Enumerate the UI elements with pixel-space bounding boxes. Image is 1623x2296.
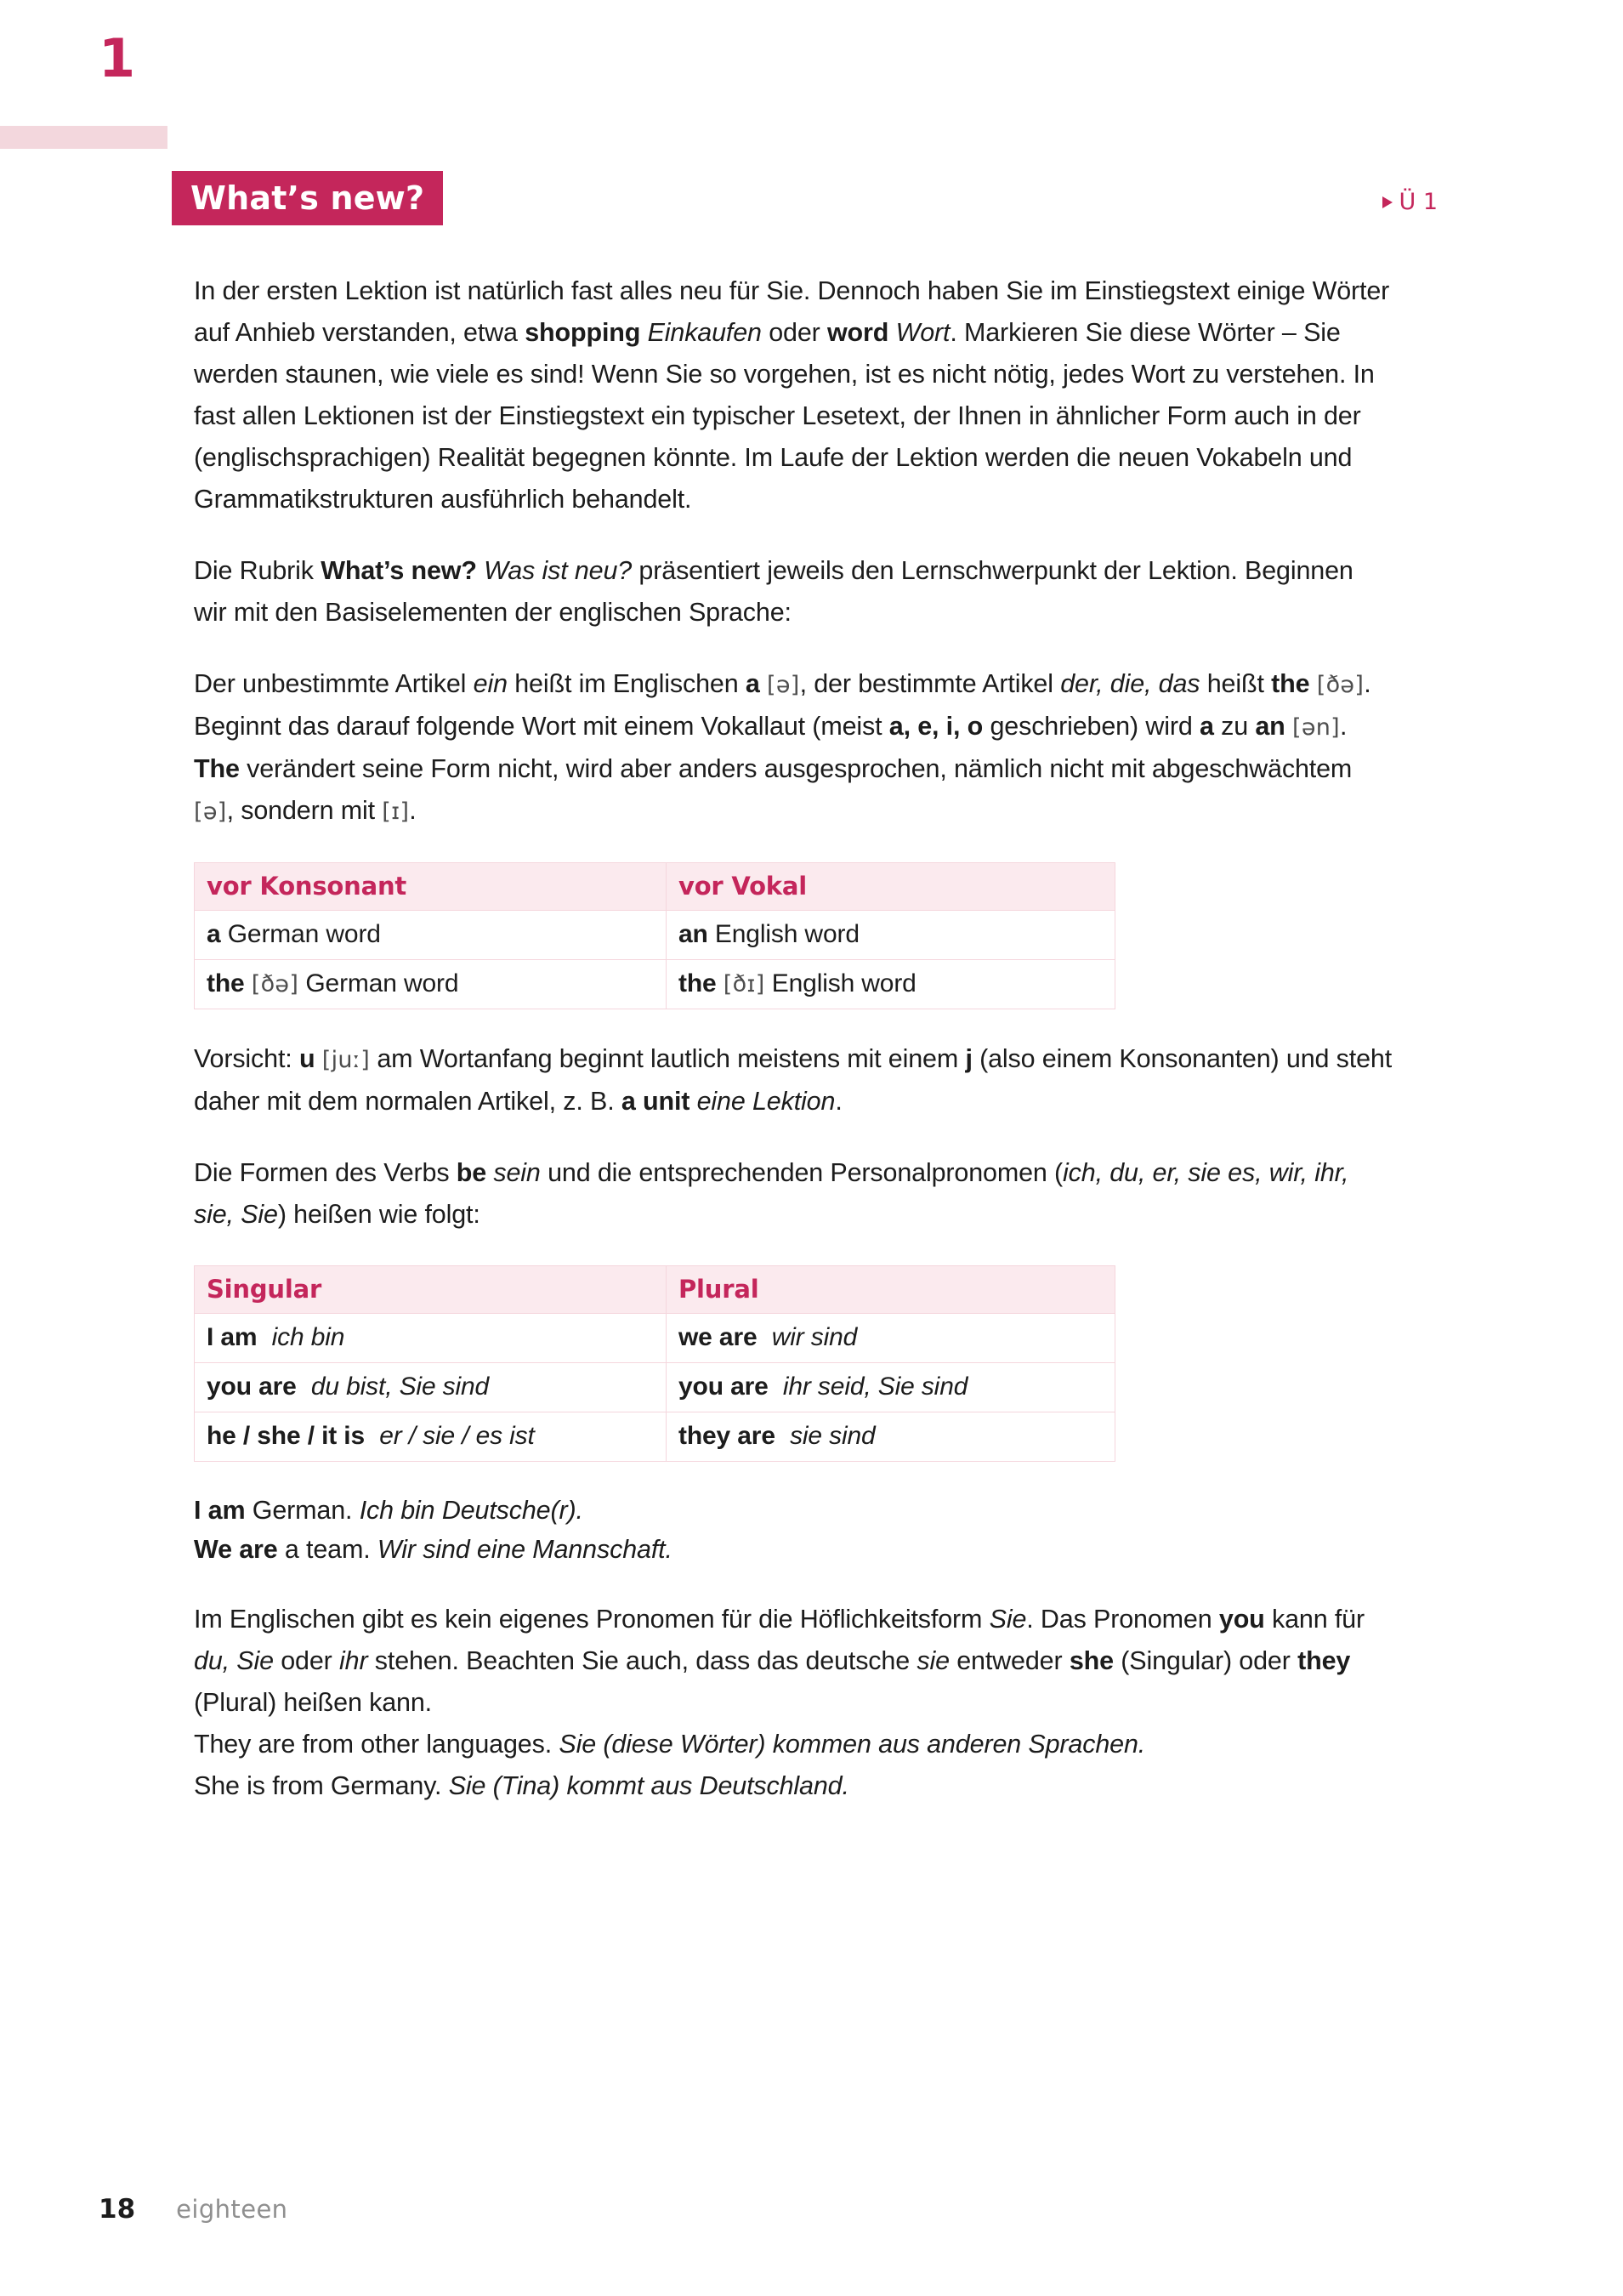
rubrik-text-a: Die Rubrik — [194, 556, 321, 585]
pro-example1-en: They are from other languages. — [194, 1730, 559, 1759]
cell-bold: the — [207, 969, 245, 997]
footer-page-number: 18 — [99, 2194, 136, 2225]
paragraph-rubrik — [194, 550, 1393, 634]
table-be-cell-1-0 — [195, 1363, 667, 1412]
pro-italic-ihr: ihr — [339, 1646, 368, 1675]
table-be-cell-0-0 — [195, 1314, 667, 1363]
table-be-header-0: Singular — [195, 1266, 667, 1314]
art-ipa-schwa2: [ə] — [194, 798, 227, 825]
vor-text-a: Vorsicht: — [194, 1044, 299, 1073]
art-text-r: . — [1339, 712, 1348, 741]
pro-italic-sie: sie — [916, 1646, 950, 1675]
table-row — [195, 1412, 1115, 1462]
table-row — [195, 960, 1115, 1009]
cell-italic: ich bin — [271, 1323, 345, 1351]
table-articles-header-row — [195, 863, 1115, 911]
pro-example2-de: Sie (Tina) kommt aus Deutschland. — [448, 1771, 849, 1800]
pro-bold-she: she — [1069, 1646, 1114, 1675]
art-text-h: heißt — [1200, 669, 1272, 698]
cell-text: German word — [227, 920, 381, 948]
pro-text-a: Im Englischen gibt es kein eigenes Pronomen für die Höflichkeitsform — [194, 1605, 990, 1634]
cell-bold: you are — [678, 1372, 769, 1401]
art-italic-der-die-das: der, die, das — [1060, 669, 1200, 698]
table-be-header-row — [195, 1266, 1115, 1314]
table-be-cell-2-1 — [667, 1412, 1115, 1462]
table-articles-cell-0-1 — [667, 911, 1115, 960]
art-bold-a: a — [745, 669, 760, 698]
table-articles-cell-0-0 — [195, 911, 667, 960]
table-be-cell-1-1 — [667, 1363, 1115, 1412]
art-ipa-schwa: [ə] — [767, 672, 800, 698]
ex-text-german: German. — [245, 1496, 360, 1525]
table-articles — [194, 862, 1115, 1009]
intro-text-a: In der ersten Lektion ist natürlich fast alles neu für Sie. Dennoch haben Sie im Einstiegstext einige Wörter auf Anhieb verstanden, etwa — [194, 276, 1390, 347]
art-text-v: , sondern mit — [226, 796, 383, 825]
art-text-o: zu — [1213, 712, 1256, 741]
table-be-forms — [194, 1265, 1115, 1462]
art-ipa-an: [ən] — [1291, 714, 1340, 741]
vor-text-d: am Wortanfang beginnt lautlich meistens mit einem — [370, 1044, 966, 1073]
chapter-number: 1 — [99, 27, 135, 89]
cell-text: English word — [771, 969, 916, 997]
art-bold-the: the — [1271, 669, 1310, 698]
page-content — [194, 270, 1393, 1837]
paragraph-be-examples — [194, 1491, 1393, 1569]
be-text-f: ) heißen wie folgt: — [277, 1200, 480, 1229]
cell-text: German word — [305, 969, 459, 997]
pro-example2-en: She is from Germany. — [194, 1771, 449, 1800]
page-title: What’s new? — [190, 179, 425, 217]
intro-bold-word: word — [826, 318, 889, 347]
cell-ipa: [ðɪ] — [723, 971, 765, 997]
art-text-c: heißt im Englischen — [507, 669, 746, 698]
art-ipa-i: [ɪ] — [382, 798, 410, 825]
rubrik-bold-title: What’s new? — [321, 556, 477, 585]
be-text-a: Die Formen des Verbs — [194, 1158, 457, 1187]
pro-italic-Sie: Sie — [989, 1605, 1027, 1634]
pro-italic-du-Sie: du, Sie — [194, 1646, 274, 1675]
page-footer — [99, 2194, 287, 2225]
cell-italic: ihr seid, Sie sind — [782, 1372, 968, 1401]
table-be-header-1: Plural — [667, 1266, 1115, 1314]
cell-bold: you are — [207, 1372, 297, 1401]
be-italic-sein: sein — [493, 1158, 541, 1187]
table-articles-header-0: vor Konsonant — [195, 863, 667, 911]
ex-italic-ich-bin: Ich bin Deutsche(r). — [359, 1496, 583, 1525]
cell-bold: a — [207, 920, 221, 948]
cell-bold: I am — [207, 1323, 258, 1351]
art-text-t: verändert seine Form nicht, wird aber anders ausgesprochen, nämlich nicht mit abgeschwächtem — [239, 754, 1353, 783]
rubrik-text-d: präsentiert jeweils den Lernschwerpunkt der Lektion. Beginnen wir mit den Basiselementen der englischen Sprache: — [194, 556, 1353, 627]
ex-bold-i-am: I am — [194, 1496, 246, 1525]
art-text-f: , der bestimmte Artikel — [799, 669, 1061, 698]
vor-bold-u: u — [298, 1044, 315, 1073]
table-articles-header-1: vor Vokal — [667, 863, 1115, 911]
art-text-x: . — [409, 796, 417, 825]
vor-text-i: . — [835, 1087, 843, 1116]
table-be-cell-0-1 — [667, 1314, 1115, 1363]
art-bold-The: The — [194, 754, 240, 783]
table-row — [195, 911, 1115, 960]
art-bold-a2: a — [1199, 712, 1214, 741]
pro-text-k: entweder — [949, 1646, 1070, 1675]
intro-italic-wort: Wort — [895, 318, 951, 347]
pro-text-i: stehen. Beachten Sie auch, dass das deutsche — [367, 1646, 917, 1675]
be-italic-pronouns: ich, du, er, sie es, wir, ihr, sie, Sie — [194, 1158, 1349, 1229]
vor-italic-lektion: eine Lektion — [696, 1087, 836, 1116]
cell-bold: an — [678, 920, 708, 948]
art-text-k: . Beginnt das darauf folgende Wort mit einem Vokallaut (meist — [194, 669, 1371, 741]
chapter-rule — [0, 126, 167, 149]
cell-italic: wir sind — [771, 1323, 858, 1351]
exercise-reference-label: Ü 1 — [1399, 189, 1438, 215]
paragraph-vorsicht — [194, 1038, 1393, 1122]
paragraph-pronouns — [194, 1599, 1393, 1807]
table-be-cell-2-0 — [195, 1412, 667, 1462]
pro-text-o: (Plural) heißen kann. — [194, 1688, 432, 1717]
be-text-d: und die entsprechenden Personalpronomen ( — [540, 1158, 1064, 1187]
paragraph-articles — [194, 663, 1393, 833]
table-row — [195, 1363, 1115, 1412]
cell-bold: they are — [678, 1422, 775, 1450]
art-ipa-the: [ðə] — [1316, 672, 1365, 698]
cell-bold: we are — [678, 1323, 758, 1351]
pro-text-g: oder — [273, 1646, 339, 1675]
paragraph-verb-be — [194, 1152, 1393, 1236]
intro-italic-einkaufen: Einkaufen — [647, 318, 762, 347]
art-text-m: geschrieben) wird — [983, 712, 1200, 741]
pro-text-c: . Das Pronomen — [1026, 1605, 1219, 1634]
be-bold-be: be — [456, 1158, 487, 1187]
vor-ipa-ju: [juː] — [321, 1047, 371, 1073]
section-title-banner — [172, 171, 443, 225]
pro-bold-you: you — [1218, 1605, 1265, 1634]
pro-text-m: (Singular) oder — [1113, 1646, 1298, 1675]
cell-bold: the — [678, 969, 717, 997]
table-articles-cell-1-0 — [195, 960, 667, 1009]
footer-page-word: eighteen — [176, 2195, 288, 2224]
cell-ipa: [ðə] — [251, 971, 299, 997]
table-row — [195, 1314, 1115, 1363]
cell-text: English word — [714, 920, 860, 948]
intro-text-g: . Markieren Sie diese Wörter – Sie werden staunen, wie viele es sind! Wenn Sie so vorgehen, ist es nicht nötig, jedes Wort zu verstehen. In fast allen Lektionen ist der Einstiegstext ein typischer Lesetext, der Ihnen in ähnlicher Form auch in der (englischsprachigen) Realität begegnen könnte. Im Laufe der Lektion werden die neuen Vokabeln und Grammatikstrukturen ausführlich behandelt. — [194, 318, 1375, 514]
pro-bold-they: they — [1297, 1646, 1351, 1675]
art-italic-ein: ein — [473, 669, 508, 698]
vor-bold-a-unit: a unit — [621, 1087, 690, 1116]
cell-bold: he / she / it is — [207, 1422, 365, 1450]
ex-italic-wir-sind: Wir sind eine Mannschaft. — [377, 1535, 672, 1564]
intro-text-d: oder — [761, 318, 827, 347]
intro-bold-shopping: shopping — [525, 318, 641, 347]
cell-italic: sie sind — [790, 1422, 876, 1450]
cell-italic: du bist, Sie sind — [310, 1372, 490, 1401]
table-articles-cell-1-1 — [667, 960, 1115, 1009]
rubrik-italic-translation: Was ist neu? — [484, 556, 633, 585]
ex-text-team: a team. — [277, 1535, 377, 1564]
vor-text-f: (also einem Konsonanten) und steht daher mit dem normalen Artikel, z. B. — [194, 1044, 1393, 1116]
pro-text-e: kann für — [1264, 1605, 1365, 1634]
pro-example1-de: Sie (diese Wörter) kommen aus anderen Sprachen. — [559, 1730, 1146, 1759]
paragraph-intro — [194, 270, 1393, 520]
art-bold-vowels: a, e, i, o — [888, 712, 984, 741]
ex-bold-we-are: We are — [194, 1535, 278, 1564]
cell-italic: er / sie / es ist — [379, 1422, 535, 1450]
art-bold-an: an — [1255, 712, 1285, 741]
triangle-right-icon — [1382, 196, 1393, 208]
vor-bold-j: j — [965, 1044, 973, 1073]
art-text-a: Der unbestimmte Artikel — [194, 669, 474, 698]
exercise-reference[interactable] — [1382, 189, 1438, 215]
